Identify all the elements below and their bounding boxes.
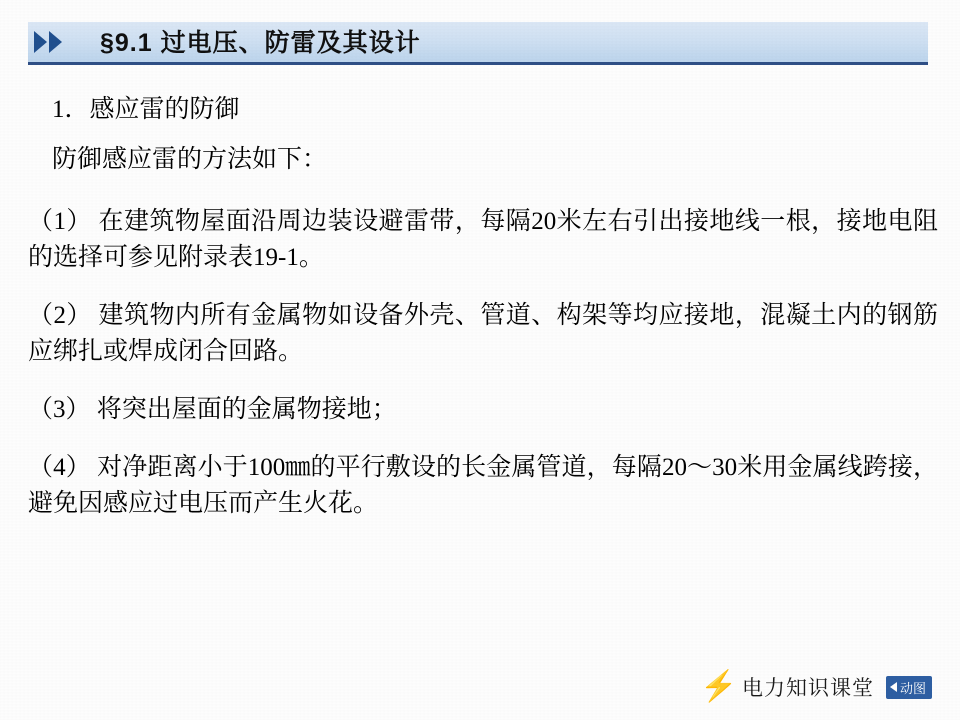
arrow-glyph-2 (49, 31, 62, 53)
page-title: §9.1 过电压、防雷及其设计 (100, 29, 421, 57)
status-badge (886, 676, 932, 699)
arrow-glyph-1 (34, 31, 47, 53)
brand-name: 电力知识课堂 (741, 677, 874, 700)
section-lead: 防御感应雷的方法如下： (52, 146, 328, 173)
header-underline (28, 62, 928, 65)
list-item: （1） 在建筑物屋面沿周边装设避雷带，每隔20米左右引出接地线一根，接地电阻的选择可参见附录表19-1。 (28, 208, 938, 271)
list-item: （2） 建筑物内所有金属物如设备外壳、管道、构架等均应接地，混凝土内的钢筋应绑扎或焊成闭合回路。 (28, 302, 938, 365)
slide-content (0, 78, 960, 522)
footer-brand (700, 670, 932, 704)
bolt-glyph: ⚡ (699, 670, 738, 703)
list-item: （3） 将突出屋面的金属物接地； (28, 396, 397, 423)
slide-header (0, 22, 960, 66)
list-item: （4） 对净距离小于100㎜的平行敷设的长金属管道，每隔20～30米用金属线跨接，避免因感应过电压而产生火花。 (28, 454, 938, 517)
lightning-bolt-icon (699, 670, 738, 704)
play-triangle-icon (890, 682, 897, 692)
section-heading: 1．感应雷的防御 (52, 96, 240, 123)
badge-label: 动图 (899, 680, 926, 696)
double-right-arrow-icon (34, 28, 82, 56)
